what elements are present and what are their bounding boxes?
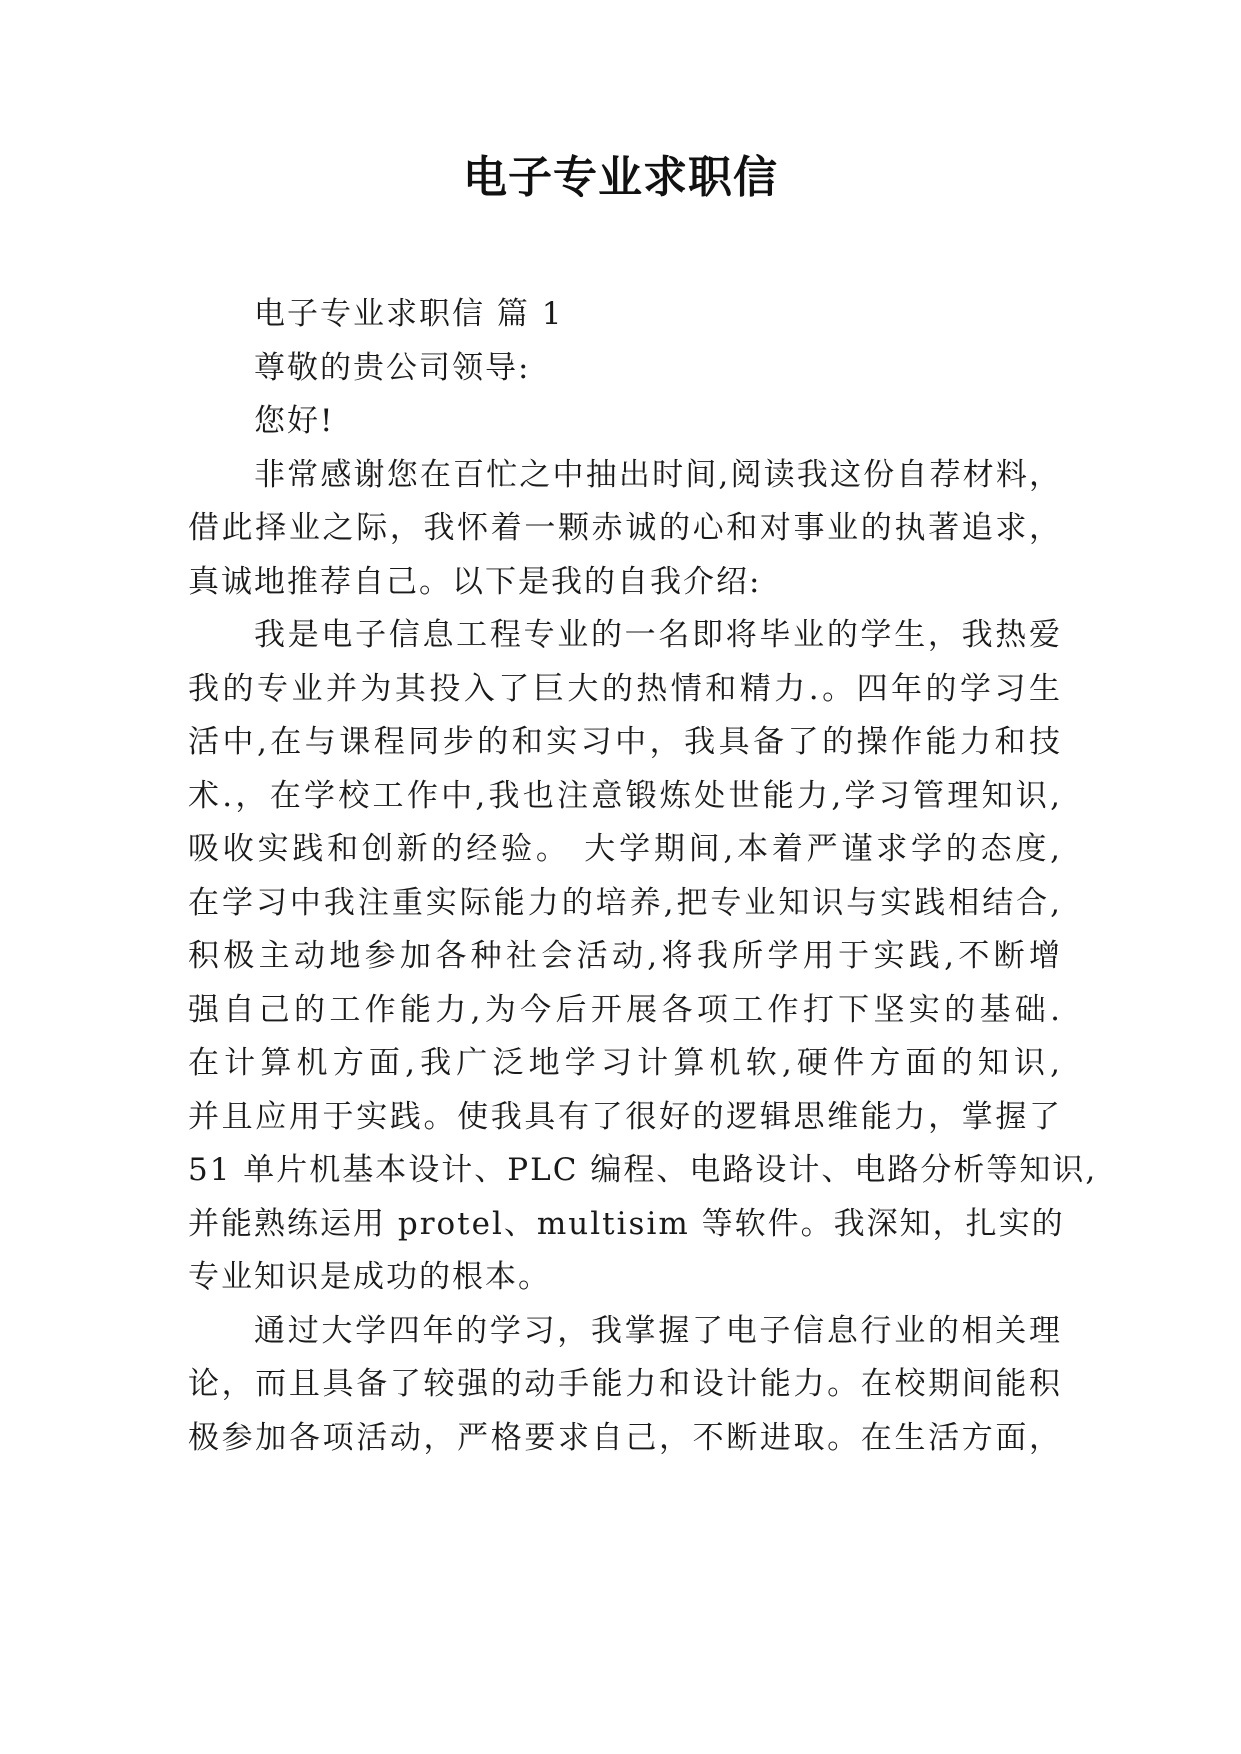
paragraph-line: 通过大学四年的学习，我掌握了电子信息行业的相关理 xyxy=(254,1312,1062,1349)
greeting: 您好! xyxy=(254,403,335,439)
paragraph-line: 活中,在与课程同步的和实习中，我具备了的操作能力和技 xyxy=(188,724,1062,760)
paragraph-line: 术.，在学校工作中,我也注意锻炼处世能力,学习管理知识, xyxy=(188,777,1062,814)
paragraph-line: 强自己的工作能力,为今后开展各项工作打下坚实的基础. xyxy=(188,991,1062,1028)
paragraph-line: 借此择业之际，我怀着一颗赤诚的心和对事业的执著追求， xyxy=(188,510,1062,546)
paragraph-line: 在计算机方面,我广泛地学习计算机软,硬件方面的知识, xyxy=(188,1045,1062,1081)
paragraph-line: 论，而且具备了较强的动手能力和设计能力。在校期间能积 xyxy=(188,1366,1062,1402)
paragraph-line: 在学习中我注重实际能力的培养,把专业知识与实践相结合, xyxy=(188,884,1062,921)
paragraph-line: 吸收实践和创新的经验。 大学期间,本着严谨求学的态度, xyxy=(188,831,1062,867)
paragraph-line: 积极主动地参加各种社会活动,将我所学用于实践,不断增 xyxy=(188,938,1062,974)
document-body xyxy=(188,288,1098,1465)
paragraph-line: 我是电子信息工程专业的一名即将毕业的学生，我热爱 xyxy=(254,617,1062,653)
paragraph-line: 并且应用于实践。使我具有了很好的逻辑思维能力，掌握了 xyxy=(188,1098,1062,1135)
paragraph-line: 极参加各项活动，严格要求自己，不断进取。在生活方面， xyxy=(188,1419,1062,1456)
salutation: 尊敬的贵公司领导: xyxy=(254,349,531,386)
paragraph-line: 专业知识是成功的根本。 xyxy=(188,1259,551,1295)
paragraph-line: 非常感谢您在百忙之中抽出时间,阅读我这份自荐材料， xyxy=(254,456,1062,493)
paragraph-line: 并能熟练运用 protel、multisim 等软件。我深知，扎实的 xyxy=(188,1205,1065,1242)
section-heading: 电子专业求职信 篇 1 xyxy=(254,296,564,332)
document-title: 电子专业求职信 xyxy=(463,152,778,203)
paragraph-line: 我的专业并为其投入了巨大的热情和精力.。四年的学习生 xyxy=(188,670,1062,707)
paragraph-line: 真诚地推荐自己。以下是我的自我介绍: xyxy=(188,563,762,600)
paragraph-line: 51 单片机基本设计、PLC 编程、电路设计、电路分析等知识, xyxy=(188,1152,1098,1188)
